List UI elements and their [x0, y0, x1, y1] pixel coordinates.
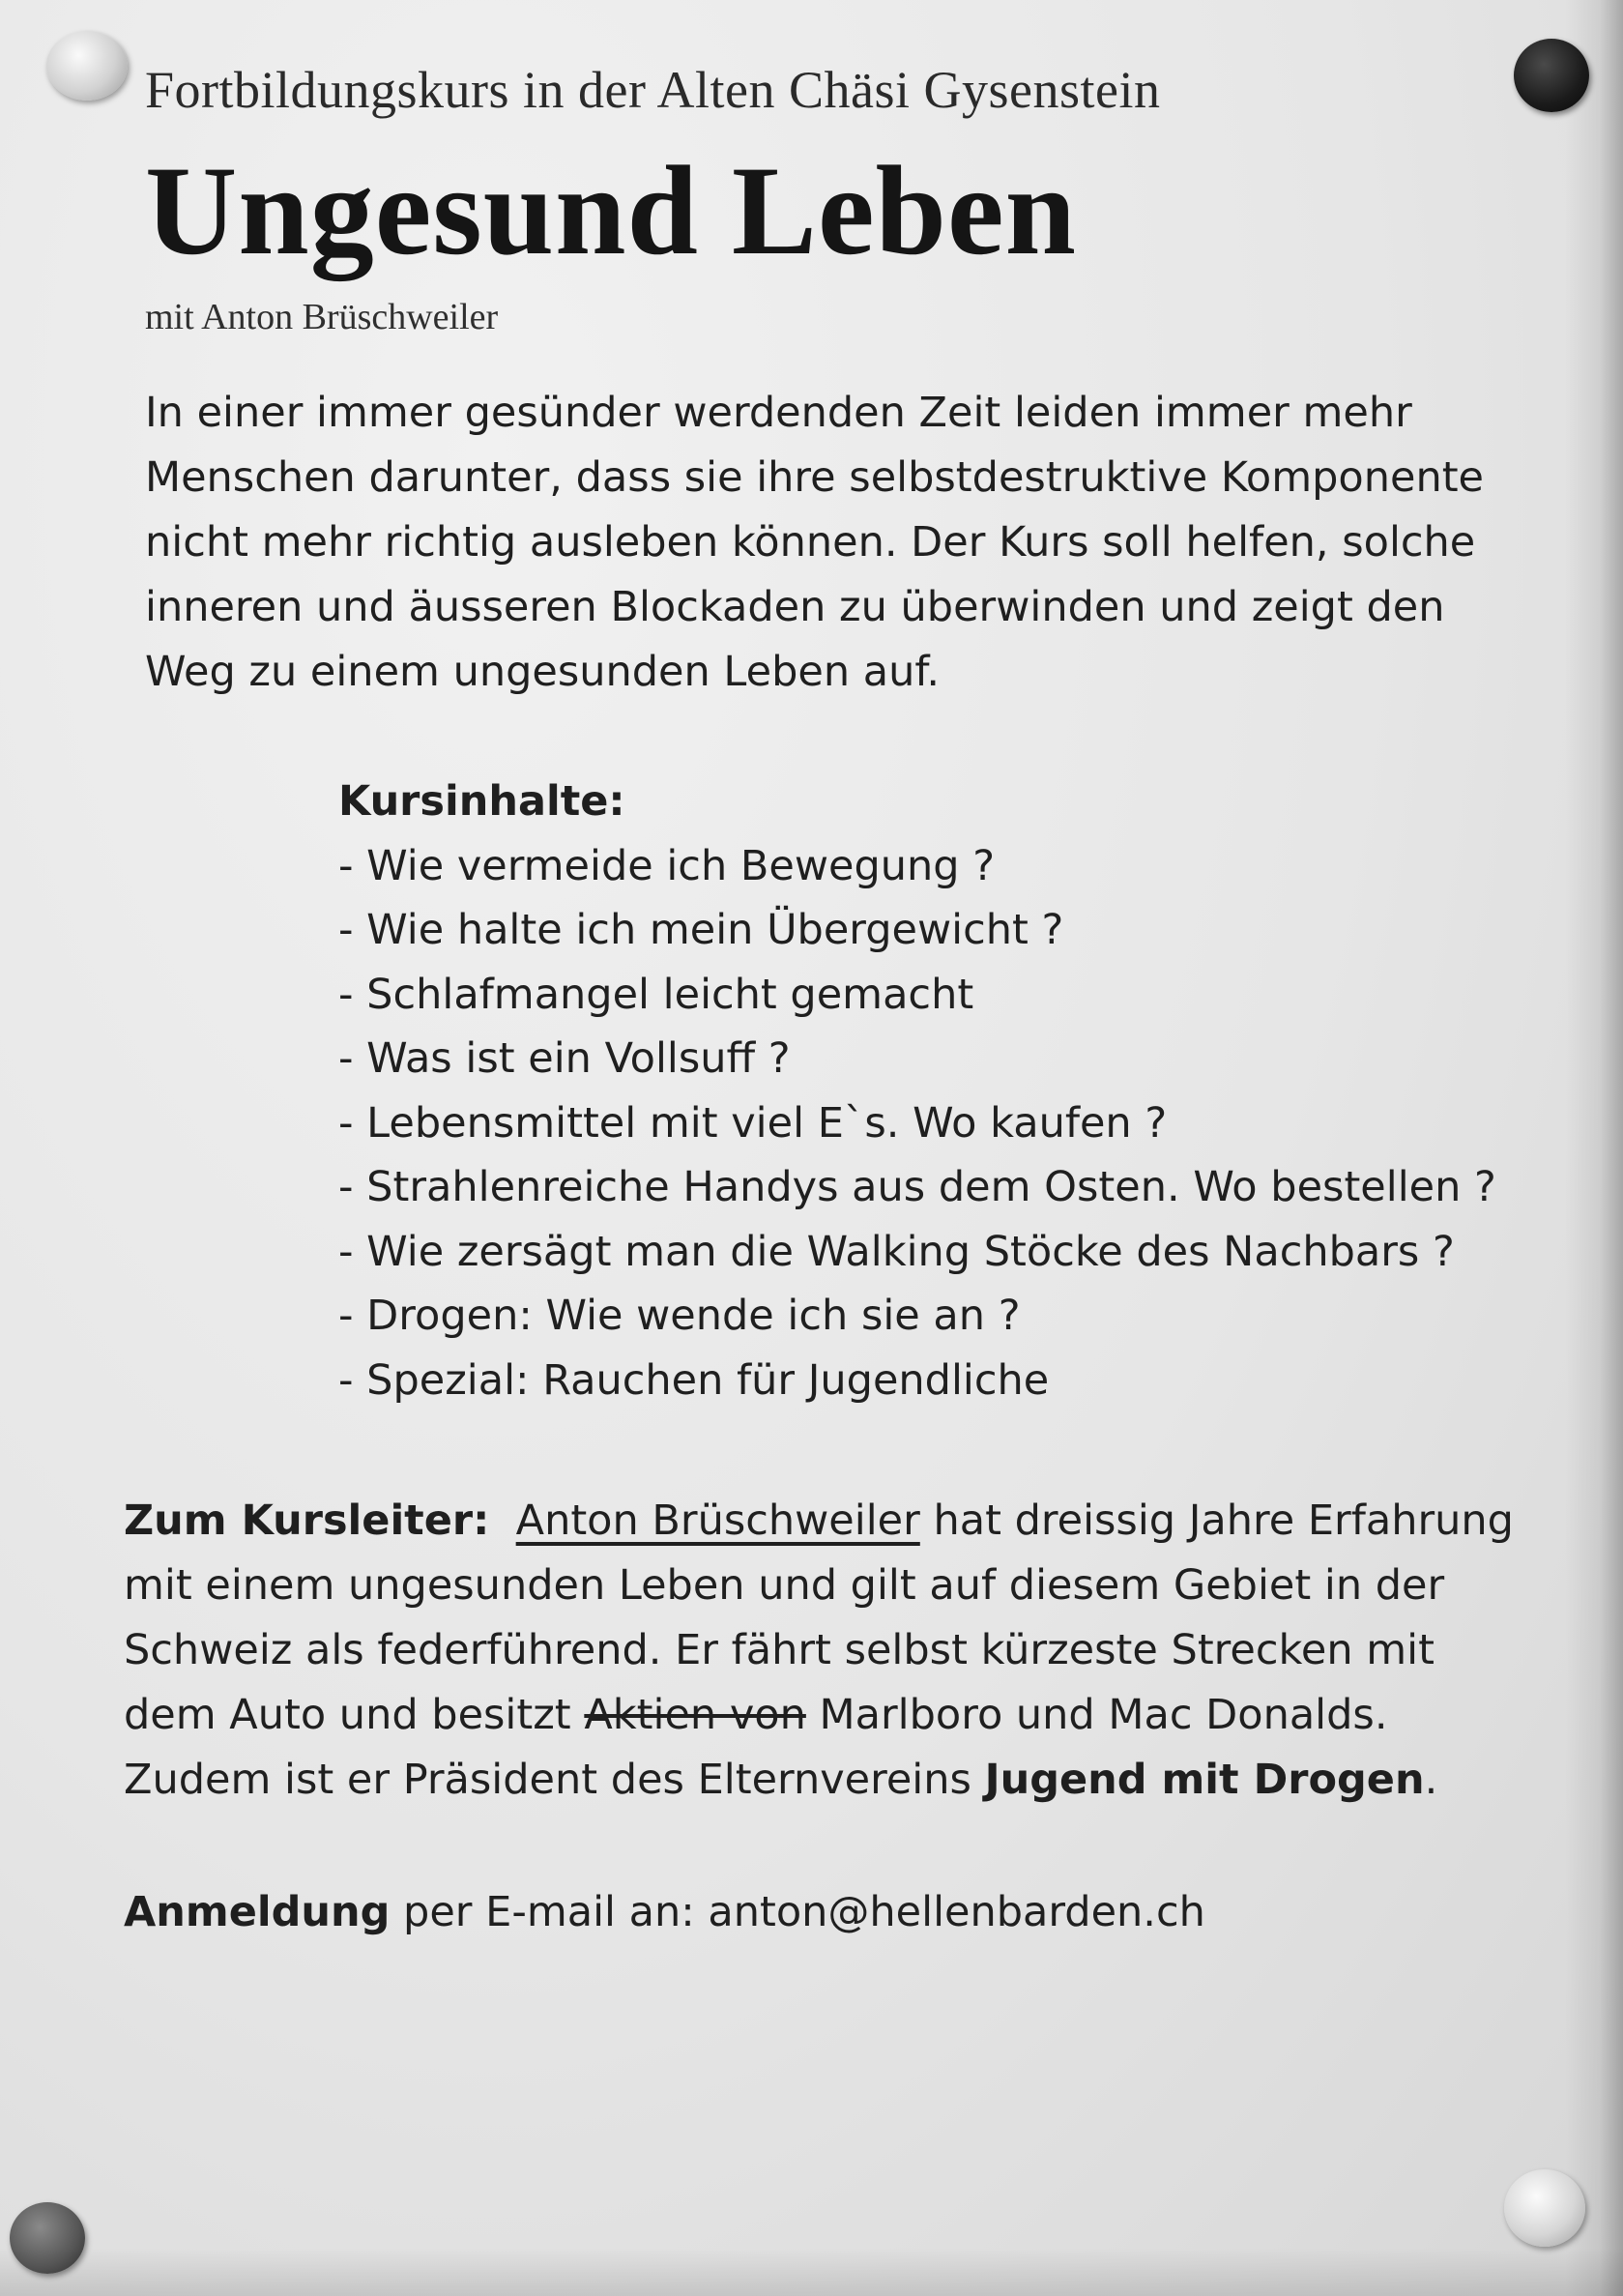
club-name: Jugend mit Drogen	[984, 1756, 1425, 1804]
course-leader-paragraph	[124, 1489, 1574, 1813]
leader-line	[124, 1748, 1574, 1813]
leader-line	[124, 1683, 1574, 1748]
leader-text: Zudem ist er Präsident des Elternvereins	[124, 1756, 985, 1804]
list-item: - Schlafmangel leicht gemacht	[338, 970, 974, 1019]
leader-text: hat dreissig Jahre Erfahrung	[919, 1497, 1514, 1545]
leader-line: Schweiz als federführend. Er fährt selbst kürzeste Strecken mit	[124, 1626, 1435, 1674]
poster-title: Ungesund Leben	[145, 139, 1077, 281]
intro-line: Menschen darunter, dass sie ihre selbstdestruktive Komponente	[145, 453, 1485, 502]
intro-line: Weg zu einem ungesunden Leben auf.	[145, 648, 941, 696]
course-contents-heading: Kursinhalte:	[338, 777, 625, 826]
pushpin-icon	[10, 2202, 85, 2274]
leader-text: .	[1424, 1756, 1438, 1804]
list-item: - Drogen: Wie wende ich sie an ?	[338, 1292, 1021, 1340]
leader-line	[124, 1489, 1574, 1554]
list-item: - Lebensmittel mit viel E`s. Wo kaufen ?	[338, 1098, 1168, 1148]
signup-label: Anmeldung	[124, 1888, 391, 1936]
course-contents	[338, 770, 1496, 1412]
pushpin-icon	[1504, 2169, 1585, 2247]
intro-paragraph	[145, 381, 1566, 705]
paper-shadow-right	[1565, 0, 1623, 2296]
leader-label: Zum Kursleiter:	[124, 1497, 490, 1545]
course-kicker: Fortbildungskurs in der Alten Chäsi Gysenstein	[145, 61, 1161, 119]
signup-email-text: per E-mail an: anton@hellenbarden.ch	[390, 1888, 1205, 1936]
intro-line: nicht mehr richtig ausleben können. Der Kurs soll helfen, solche	[145, 518, 1476, 567]
leader-text: Marlboro und Mac Donalds.	[805, 1691, 1388, 1739]
struck-text: Aktien von	[584, 1691, 806, 1739]
intro-line: inneren und äusseren Blockaden zu überwinden und zeigt den	[145, 583, 1445, 631]
leader-text: dem Auto und besitzt	[124, 1691, 585, 1739]
paper-shadow-bottom	[0, 2248, 1623, 2296]
list-item: - Strahlenreiche Handys aus dem Osten. Wo bestellen ?	[338, 1163, 1496, 1211]
leader-name: Anton Brüschweiler	[515, 1497, 920, 1545]
intro-line: In einer immer gesünder werdenden Zeit leiden immer mehr	[145, 389, 1412, 437]
list-item: - Wie zersägt man die Walking Stöcke des Nachbars ?	[338, 1227, 1455, 1276]
pushpin-icon	[1514, 39, 1589, 112]
signup-line	[124, 1880, 1205, 1945]
poster-subtitle: mit Anton Brüschweiler	[145, 297, 499, 337]
list-item: - Wie vermeide ich Bewegung ?	[338, 841, 996, 890]
list-item: - Was ist ein Vollsuff ?	[338, 1034, 791, 1083]
list-item: - Wie halte ich mein Übergewicht ?	[338, 906, 1064, 954]
list-item: - Spezial: Rauchen für Jugendliche	[338, 1355, 1050, 1405]
leader-line: mit einem ungesunden Leben und gilt auf diesem Gebiet in der	[124, 1561, 1445, 1610]
pushpin-icon	[46, 31, 128, 101]
